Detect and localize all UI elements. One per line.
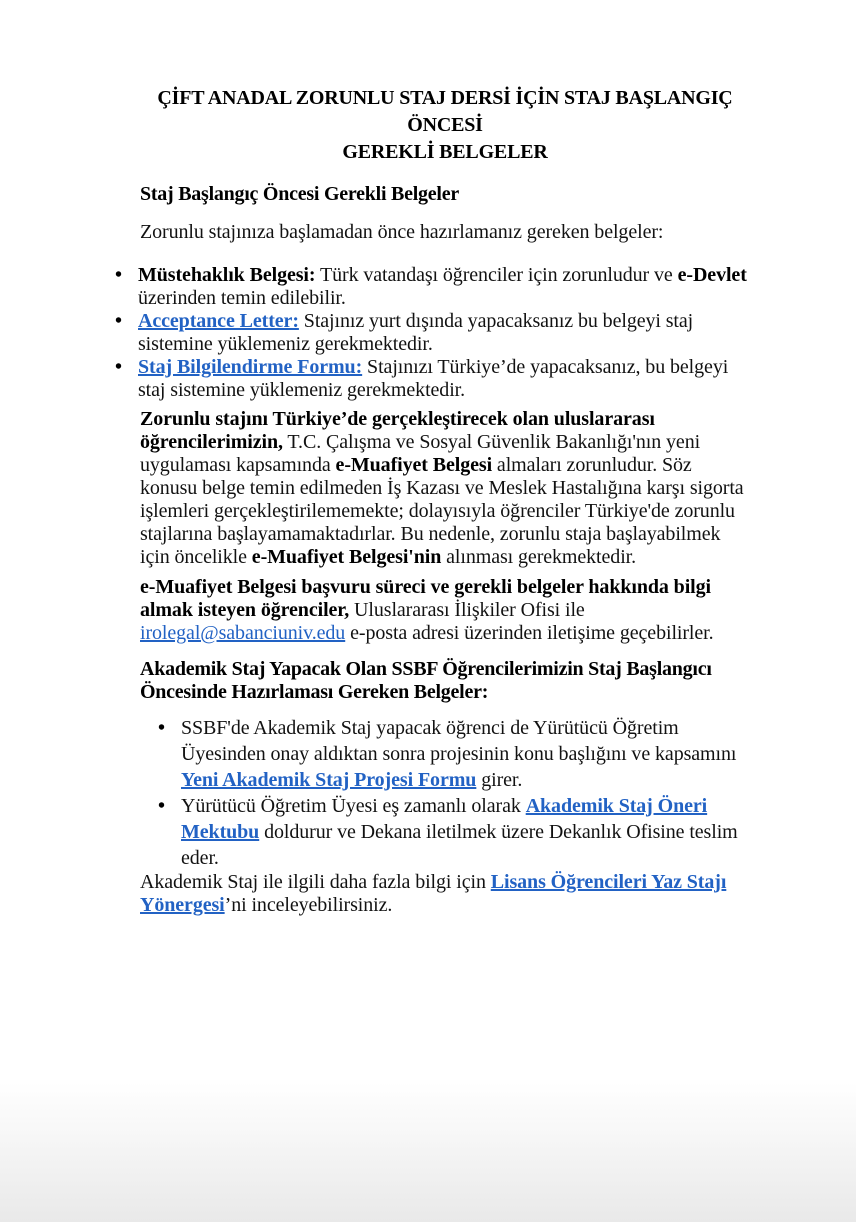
e-muafiyet-belgesi-emphasis: e-Muafiyet Belgesi [335, 454, 493, 476]
list-item-akademik-staj-oneri-mektubu [181, 793, 750, 871]
akademik-footer-paragraph [140, 871, 750, 917]
text-run: alınması gerekmektedir. [441, 546, 637, 568]
page-bottom-fade [0, 1082, 856, 1222]
irolegal-email-link[interactable]: irolegal@sabanciuniv.edu [140, 622, 346, 644]
list-item-yeni-akademik-staj-projesi [181, 715, 750, 793]
emuafiyet-contact-paragraph [140, 576, 750, 645]
list-item-acceptance-letter [138, 310, 750, 356]
lisans-yaz-staji-yonergesi-link[interactable]: Lisans Öğrencileri Yaz Stajı Yönergesi [140, 871, 727, 916]
e-devlet-emphasis: e-Devlet [677, 264, 747, 286]
text-run: Stajınız yurt dışında yapacaksanız bu belgeyi staj sistemine yüklemeniz gerekmektedir. [138, 310, 694, 355]
text-run: SSBF'de Akademik Staj yapacak öğrenci de Yürütücü Öğretim Üyesinden onay aldıktan sonra projesinin konu başlığını ve kapsamını [181, 717, 737, 765]
text-run: Türk vatandaşı öğrenciler için zorunludur ve [315, 264, 678, 286]
text-run: Akademik Staj ile ilgili daha fazla bilgi için [140, 871, 491, 893]
text-run: ’ni inceleyebilirsiniz. [224, 894, 393, 916]
bilgi-almak-bold-intro: e-Muafiyet Belgesi başvuru süreci ve gerekli belgeler hakkında bilgi almak isteyen öğrenciler, [140, 576, 711, 621]
akademik-staj-oneri-mektubu-link[interactable]: Akademik Staj Öneri Mektubu [181, 795, 708, 843]
staj-bilgilendirme-formu-link[interactable]: Staj Bilgilendirme Formu: [138, 356, 363, 378]
list-item-mustehaklik-belgesi [138, 264, 750, 310]
text-run: e-posta adresi üzerinden iletişime geçebilirler. [345, 622, 714, 644]
document-title-line2: GEREKLİ BELGELER [342, 141, 548, 163]
text-run: T.C. Çalışma ve Sosyal Güvenlik Bakanlığı'nın yeni uygulaması kapsamında [140, 431, 701, 476]
text-run: Uluslararası İlişkiler Ofisi ile [349, 599, 585, 621]
section-heading-akademik-staj: Akademik Staj Yapacak Olan SSBF Öğrencilerimizin Staj Başlangıcı Öncesinde Hazırlaması Gereken Belgeler: [140, 658, 712, 703]
intro-paragraph: Zorunlu stajınıza başlamadan önce hazırlamanız gereken belgeler: [140, 221, 664, 243]
section-heading-staj-baslangic: Staj Başlangıç Öncesi Gerekli Belgeler [140, 183, 459, 205]
document-title-line1: ÇİFT ANADAL ZORUNLU STAJ DERSİ İÇİN STAJ BAŞLANGIÇ ÖNCESİ [157, 87, 733, 136]
acceptance-letter-link[interactable]: Acceptance Letter: [138, 310, 299, 332]
required-documents-list [140, 264, 750, 402]
text-run: Yürütücü Öğretim Üyesi eş zamanlı olarak [181, 795, 526, 817]
mustehaklik-belgesi-label: Müstehaklık Belgesi: [138, 264, 316, 286]
e-muafiyet-belgesinin-emphasis: e-Muafiyet Belgesi'nin [251, 546, 442, 568]
emuafiyet-info-paragraph [140, 408, 750, 569]
text-run: doldurur ve Dekana iletilmek üzere Dekanlık Ofisine teslim eder. [181, 821, 738, 869]
text-run: Stajınızı Türkiye’de yapacaksanız, bu belgeyi staj sistemine yüklemeniz gerekmektedir. [138, 356, 729, 401]
akademik-staj-list [140, 715, 750, 871]
uluslararasi-ogrenciler-bold-intro: Zorunlu stajını Türkiye’de gerçekleştirecek olan uluslararası öğrencilerimizin, [140, 408, 655, 453]
text-run: almaları zorunludur. Söz konusu belge temin edilmeden İş Kazası ve Meslek Hastalığına karşı sigorta işlemleri gerçekleştirilememekte; dolayısıyla öğrenciler Türkiye'de zorunlu stajlarına başlayamamaktadırlar. Bu nedenle, zorunlu staja başlayabilmek için öncelikle [140, 454, 744, 568]
document-title [140, 85, 750, 166]
yeni-akademik-staj-projesi-formu-link[interactable]: Yeni Akademik Staj Projesi Formu [181, 769, 477, 791]
list-item-staj-bilgilendirme-formu [138, 356, 750, 402]
text-run: üzerinden temin edilebilir. [138, 287, 346, 309]
text-run: girer. [476, 769, 523, 791]
